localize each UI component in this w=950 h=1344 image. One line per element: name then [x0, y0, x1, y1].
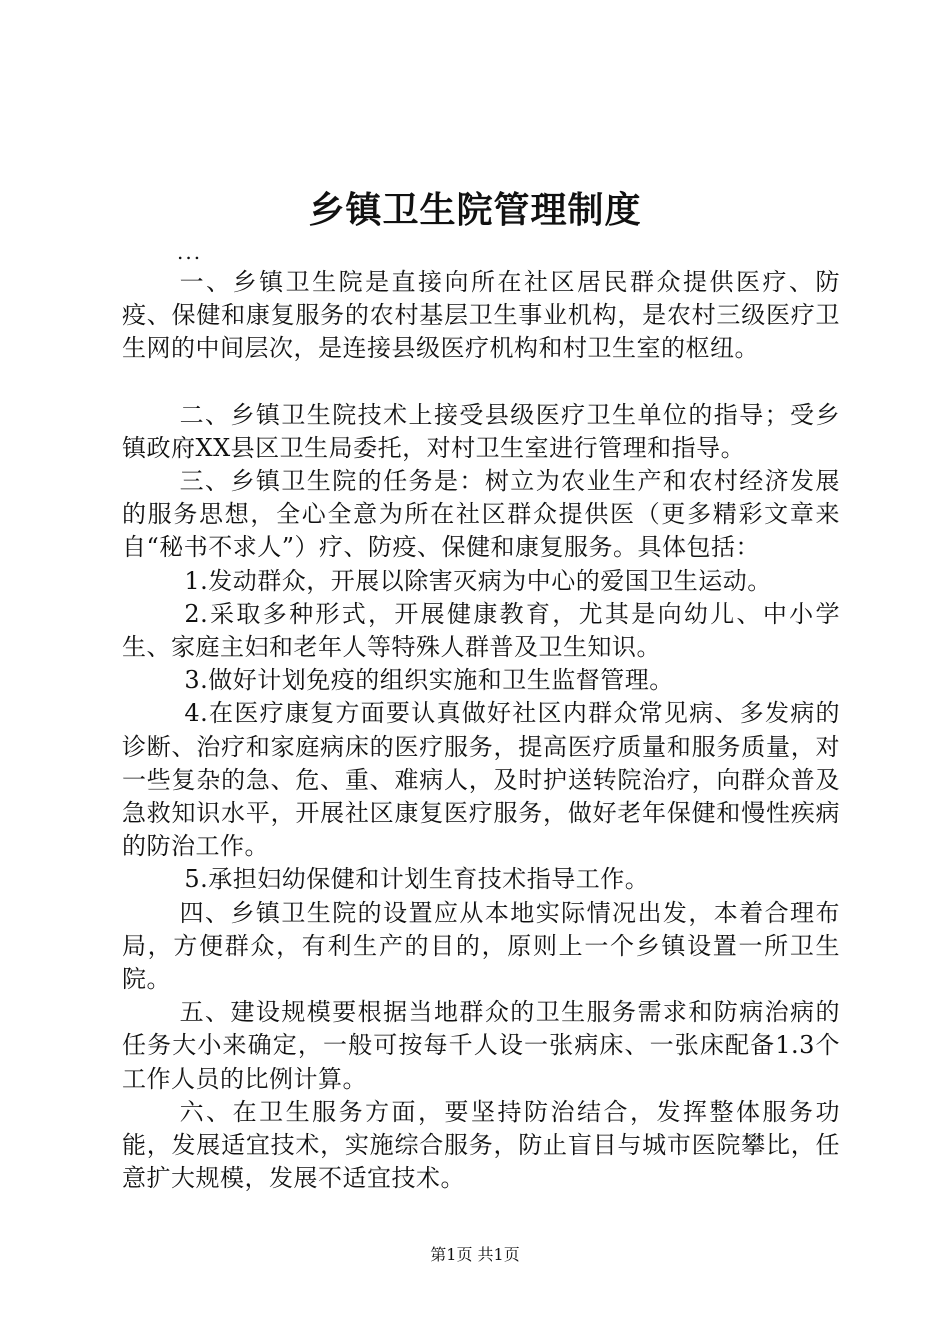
paragraph-1: 一、乡镇卫生院是直接向所在社区居民群众提供医疗、防疫、保健和康复服务的农村基层卫生事业机构，是农村三级医疗卫生网的中间层次，是连接县级医疗机构和村卫生室的枢纽。 [122, 268, 840, 363]
list-item-3: 3.做好计划免疫的组织实施和卫生监督管理。 [184, 666, 674, 695]
paragraph-2: 二、乡镇卫生院技术上接受县级医疗卫生单位的指导；受乡镇政府XX县区卫生局委托，对村卫生室进行管理和指导。 [122, 400, 840, 462]
paragraph-5: 五、建设规模要根据当地群众的卫生服务需求和防病治病的任务大小来确定，一般可按每千人设一张病床、一张床配备1.3个工作人员的比例计算。 [122, 998, 840, 1093]
list-item-4: 4.在医疗康复方面要认真做好社区内群众常见病、多发病的诊断、治疗和家庭病床的医疗服务，提高医疗质量和服务质量，对一些复杂的急、危、重、难病人，及时护送转院治疗，向群众普及急救知识水平，开展社区康复医疗服务，做好老年保健和慢性疾病的防治工作。 [122, 699, 840, 861]
page-footer: 第1页 共1页 [430, 1245, 520, 1264]
document-title: 乡镇卫生院管理制度 [308, 189, 642, 231]
list-item-5: 5.承担妇幼保健和计划生育技术指导工作。 [184, 865, 650, 894]
paragraph-6: 六、在卫生服务方面，要坚持防治结合，发挥整体服务功能，发展适宜技术，实施综合服务，防止盲目与城市医院攀比，任意扩大规模，发展不适宜技术。 [122, 1097, 840, 1193]
list-item-1: 1.发动群众，开展以除害灭病为中心的爱国卫生运动。 [184, 566, 772, 595]
paragraph-3: 三、乡镇卫生院的任务是：树立为农业生产和农村经济发展的服务思想，全心全意为所在社区群众提供医（更多精彩文章来自“秘书不求人”）疗、防疫、保健和康复服务。具体包括： [122, 467, 840, 562]
document-body [122, 266, 840, 1195]
ellipsis-mark: ... [177, 240, 203, 264]
paragraph-4: 四、乡镇卫生院的设置应从本地实际情况出发，本着合理布局，方便群众，有利生产的目的，原则上一个乡镇设置一所卫生院。 [122, 898, 840, 994]
list-item-2: 2.采取多种形式，开展健康教育，尤其是向幼儿、中小学生、家庭主妇和老年人等特殊人群普及卫生知识。 [122, 599, 840, 662]
